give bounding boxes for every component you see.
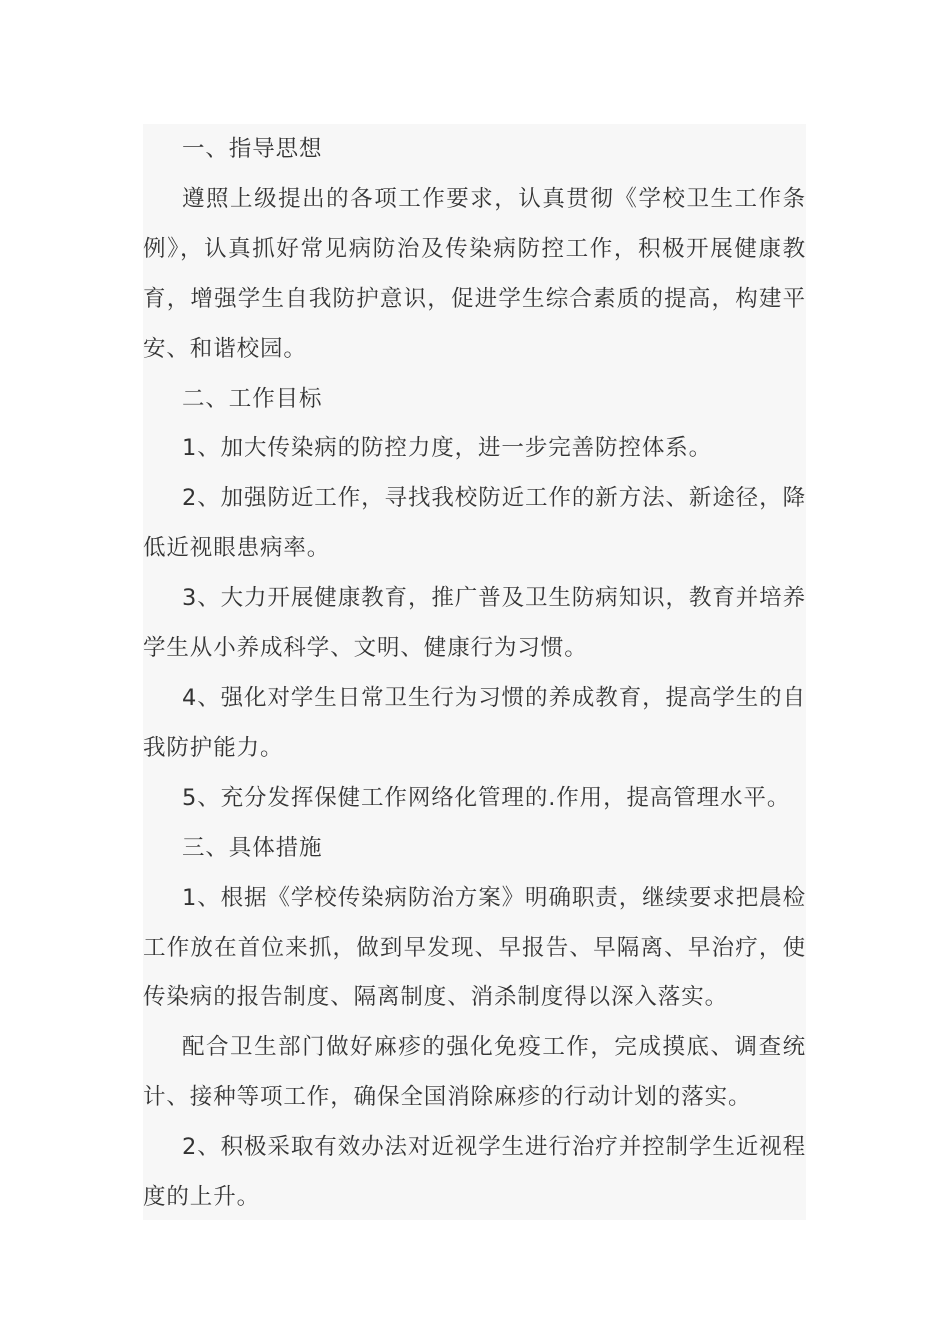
document-text-block xyxy=(143,124,806,1220)
heading-work-goals: 二、工作目标 xyxy=(182,385,323,412)
paragraph-guiding-ideology: 遵照上级提出的各项工作要求，认真贯彻《学校卫生工作条例》，认真抓好常见病防治及传染病防控工作，积极开展健康教育，增强学生自我防护意识，促进学生综合素质的提高，构建平安、和谐校园。 xyxy=(143,185,806,362)
goal-item-3: 3、大力开展健康教育，推广普及卫生防病知识，教育并培养学生从小养成科学、文明、健康行为习惯。 xyxy=(143,585,806,662)
measure-paragraph-measles: 配合卫生部门做好麻疹的强化免疫工作，完成摸底、调查统计、接种等项工作，确保全国消除麻疹的行动计划的落实。 xyxy=(143,1034,806,1111)
measure-item-1: 1、根据《学校传染病防治方案》明确职责，继续要求把晨检工作放在首位来抓，做到早发现、早报告、早隔离、早治疗，使传染病的报告制度、隔离制度、消杀制度得以深入落实。 xyxy=(143,884,806,1011)
goal-item-4: 4、强化对学生日常卫生行为习惯的养成教育，提高学生的自我防护能力。 xyxy=(143,684,806,761)
measure-item-2: 2、积极采取有效办法对近视学生进行治疗并控制学生近视程度的上升。 xyxy=(143,1134,806,1211)
heading-specific-measures: 三、具体措施 xyxy=(182,834,323,861)
goal-item-2: 2、加强防近工作，寻找我校防近工作的新方法、新途径，降低近视眼患病率。 xyxy=(143,485,806,562)
heading-guiding-ideology: 一、指导思想 xyxy=(182,136,323,162)
goal-item-1: 1、加大传染病的防控力度，进一步完善防控体系。 xyxy=(182,435,713,462)
goal-item-5: 5、充分发挥保健工作网络化管理的.作用，提高管理水平。 xyxy=(182,784,791,811)
